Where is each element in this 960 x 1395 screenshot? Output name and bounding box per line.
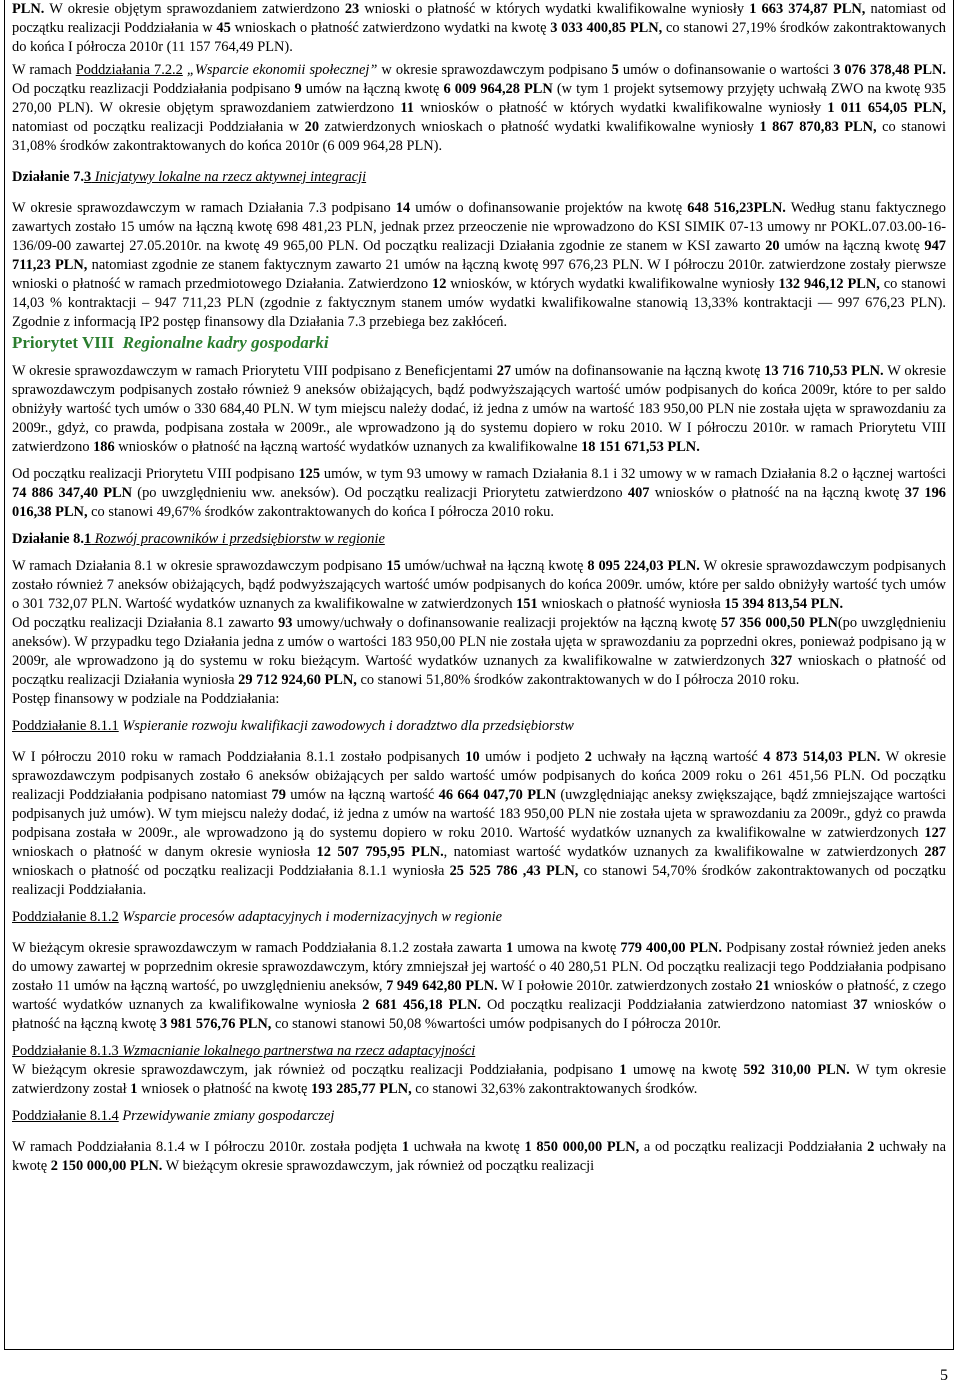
text: wnioskach o płatność zatwierdzono wydatki na kwotę	[230, 20, 551, 36]
text: umów na dofinansowanie na łączną kwotę	[511, 363, 765, 379]
heading-poddzialanie-8-1-3	[12, 1042, 946, 1061]
text: natomiast od początku realizacji Poddziałania w	[12, 1, 946, 36]
paragraph-8-1-4	[12, 1138, 946, 1176]
text: umowy/uchwały o dofinansowanie realizacji projektów na łączną kwotę	[292, 615, 721, 631]
heading-label: Poddziałanie 8.1.	[12, 909, 112, 925]
text: w okresie sprawozdawczym podpisano	[377, 62, 612, 78]
text: W I półroczu 2010 roku w ramach Poddziałania 8.1.1 zostało podpisanych	[12, 749, 466, 765]
value: 29 712 924,60 PLN,	[238, 672, 357, 688]
value: 9	[294, 81, 302, 97]
value: 947 711,23 PLN,	[12, 238, 946, 273]
value: 8 095 224,03 PLN.	[587, 558, 700, 574]
value: 327	[770, 653, 793, 669]
value: 407	[627, 485, 650, 501]
text: umowa na kwotę	[513, 940, 621, 956]
text: natomiast od początku realizacji Poddziałania w	[12, 119, 305, 135]
text: a od początku realizacji Poddziałania	[639, 1139, 868, 1155]
text: wniosków o płatność na łączną kwotę	[12, 997, 946, 1032]
value: 5	[611, 62, 619, 78]
value: 3 033 400,85 PLN,	[550, 20, 663, 36]
value: 779 400,00 PLN.	[620, 940, 723, 956]
heading-label: Poddziałanie 8.1.	[12, 718, 112, 734]
text: (po uwzględnieniu aneksów). W przypadku tego Działania jedna z umów o wartości 183 950,00 PLN nie została ujęta w sprawozdaniu za poprzedni okres, ponieważ podpisano ją w 2009r, ale wprowadzono ją do systemu w roku bieżącym. Wartość wydatków uznanych za kwalifikowalne w zatwierdzonych	[12, 615, 946, 669]
value: 93	[278, 615, 293, 631]
text: wnioskach o płatność wyniosła	[537, 596, 725, 612]
value: 21	[755, 978, 770, 994]
value: 14	[395, 200, 411, 216]
value: 12 507 795,95 PLN.	[316, 844, 444, 860]
text: umów/uchwał na łączną kwotę	[400, 558, 588, 574]
text: W ramach Poddziałania 8.1.4 w I półroczu 2010r. została podjęta	[12, 1139, 402, 1155]
priority-label: Priorytet VIII	[12, 333, 115, 352]
text: umów na łączną wartość	[285, 787, 439, 803]
value: 2 681 456,18 PLN.	[362, 997, 482, 1013]
paragraph-priorytet-viii-period	[12, 362, 946, 457]
text: Od początku realizacji Poddziałania zatwierdzono natomiast	[481, 997, 854, 1013]
value: 25 525 786 ,43 PLN,	[449, 863, 579, 879]
value: 1 850 000,00 PLN,	[524, 1139, 640, 1155]
text: wniosków o płatność, z czego wartość wydatków uznanych za kwalifikowalne wyniosła	[12, 978, 947, 1013]
heading-number: 4	[111, 1108, 119, 1124]
value: 74 886 347,40 PLN	[12, 485, 133, 501]
text: Według stanu faktycznego zawartych zostało 15 umów na łączną kwotę 698 481,23 PLN, jednak przez przeoczenie nie wprowadzono do KSI SIMIK 07-13 umowy nr POKL.07.03.00-16-136/09-00 zawartej 27.05.2010r. na kwotę 49 965,00 PLN. Od początku realizacji Działania zgodnie ze stanem w KSI zawarto	[12, 200, 946, 254]
poddzialanie-title: „Wsparcie ekonomii społecznej”	[182, 62, 378, 78]
value: 2 150 000,00 PLN.	[50, 1158, 163, 1174]
text: W bieżącym okresie sprawozdawczym w ramach Poddziałania 8.1.2 została zawarta	[12, 940, 506, 956]
text: co stanowi 27,19% środków zakontraktowanych do końca I półrocza 2010r (11 157 764,49 PLN).	[12, 20, 946, 55]
heading-number: 3	[83, 169, 92, 185]
text: umów na łączną kwotę	[779, 238, 925, 254]
text: (po uwzględnieniu ww. aneksów). Od początku realizacji Priorytetu zatwierdzono	[132, 485, 628, 501]
heading-label: Poddziałanie 8.1.	[12, 1108, 112, 1124]
value: 193 285,77 PLN,	[310, 1081, 412, 1097]
paragraph-7-3	[12, 199, 946, 332]
document-page	[4, 0, 954, 1350]
value: 6 009 964,28 PLN	[443, 81, 553, 97]
value: 37 196 016,38 PLN,	[12, 485, 946, 520]
text: W okresie sprawozdawczym w ramach Działania 7.3 podpisano	[12, 200, 396, 216]
text: W ramach Działania 8.1 w okresie sprawozdawczym podpisano	[12, 558, 387, 574]
text: Od początku realizacji Priorytetu VIII podpisano	[12, 466, 299, 482]
paragraph-7-2-1-summary	[12, 0, 946, 57]
paragraph-7-2-2	[12, 61, 946, 156]
heading-number: 1	[83, 531, 92, 547]
heading-label: Działanie 8.	[12, 531, 84, 547]
text: umów o dofinansowanie o wartości	[618, 62, 834, 78]
heading-priorytet-viii	[12, 332, 946, 354]
text: co stanowi 54,70% środków zakontraktowanych od początku realizacji Poddziałania.	[12, 863, 947, 898]
text: W tym okresie zatwierdzony został	[12, 1062, 946, 1097]
text: uchwały na łączną wartość	[591, 749, 764, 765]
value: 7 949 642,80 PLN.	[386, 978, 498, 994]
value: 1	[619, 1062, 627, 1078]
value: 46 664 047,70 PLN	[438, 787, 556, 803]
value: 1	[401, 1139, 410, 1155]
value: 20	[765, 238, 780, 254]
text: uchwały na kwotę	[12, 1139, 946, 1174]
text: umów, w tym 93 umowy w ramach Działania 8.1 i 32 umowy w w ramach Działania 8.2 o łącznej wartości	[320, 466, 946, 482]
text: Od początku reazlizacji Poddziałania podpisano	[12, 81, 295, 97]
text: wniosków o płatność na łączną wartość wydatków uznanych za kwalifikowalne	[114, 439, 582, 455]
heading-poddzialanie-8-1-2	[12, 908, 946, 927]
text: Postęp finansowy w podziale na Poddziałania:	[12, 691, 280, 707]
value: 15	[386, 558, 401, 574]
text: wniosek o płatność na kwotę	[137, 1081, 311, 1097]
value: 125	[298, 466, 321, 482]
value: 37	[853, 997, 868, 1013]
text: wnioskach o płatność od początku realizacji Działania wyniosła	[12, 653, 946, 688]
text: wnioski o płatność w których wydatki kwalifikowalne wyniosły	[359, 1, 750, 17]
value: 3 076 378,48 PLN.	[833, 62, 946, 78]
text: W bieżącym okresie sprawozdawczym, jak również od początku realizacji	[162, 1158, 595, 1174]
heading-label: Działanie 7.	[12, 169, 84, 185]
paragraph-8-1-period	[12, 557, 946, 614]
text: natomiast zgodnie ze stanem faktycznym zawarto 21 umów na łączną kwotę 997 676,23 PLN. W I półroczu 2010r. zatwierdzone zostały pierwsze wnioski o płatność w ramach przedmiotowego Działania. Zatwierdzono	[12, 257, 946, 292]
page-number: 5	[940, 1367, 948, 1384]
text: PLN.	[12, 1, 45, 17]
text: wniosków o płatność w których wydatki kwalifikowalne wyniosły	[413, 100, 828, 116]
value: 2	[584, 749, 592, 765]
text: W okresie sprawozdawczym podpisanych zostało również 9 aneksów obiżających, bądź podwyższających wartość umów podpisanych do końca 2009r, które to per saldo obniżyły wartość tych umów o 330 684,40 PLN. W tym miejscu należy dodać, iż jedna z umów na wartość 183 950,00 PLN nie została ujęta w sprawozdaniu za 2009r., gdyż, co prawda, podpisana została w 2009r., ale wprowadzono ją do systemu dopiero w roku 2010. W I półroczu 2010r. w ramach Priorytetu VIII zatwierdzono	[12, 363, 946, 455]
heading-dzialanie-7-3	[12, 168, 946, 187]
text: Podpisany został również jeden aneks do umowy zawartej w poprzednim okresie sprawozdawczym, który zmniejszał jej wartość o 40 280,51 PLN. Od początku realizacji tego Poddziałania podpisano zostało 11 umów na łączną wartość, po uwzględnieniu aneksów,	[12, 940, 946, 994]
text: W bieżącym okresie sprawozdawczym, jak również od początku realizacji Poddziałania, podpisano	[12, 1062, 620, 1078]
text: W I połowie 2010r. zatwierdzonych zostało	[497, 978, 756, 994]
text: W ramach	[12, 62, 76, 78]
value: 132 946,12 PLN,	[778, 276, 880, 292]
value: 648 516,23PLN.	[687, 200, 786, 216]
text: (w tym 1 projekt sytsemowy przyjęty uchwałą ZWO na kwotę 935 270,00 PLN). W okresie objętym sprawozdaniem zatwierdzono	[12, 81, 946, 116]
text: W okresie objętym sprawozdaniem zatwierdzono	[44, 1, 345, 17]
heading-title: Wspieranie rozwoju kwalifikacji zawodowych i doradztwo dla przedsiębiorstw	[118, 718, 574, 734]
text: co stanowi 14,03 % kontraktacji – 947 711,23 PLN (zgodnie z faktycznym stanem umów wydatki kwalifikowalne stanowią 13,33% kontraktacji — 997 676,23 PLN). Zgodnie z informacją IP2 postęp finansowy dla Działania 7.3 przebiega bez zakłóceń.	[12, 276, 946, 330]
text: co stanowi stanowi 50,08 %wartości umów podpisanych do I półrocza 2010r.	[271, 1016, 721, 1032]
value: 1 867 870,83 PLN,	[759, 119, 877, 135]
value: 18 151 671,53 PLN.	[581, 439, 700, 455]
text: W okresie sprawozdawczym podpisanych zostało 6 aneksów obiżających per saldo wartość umów podpisanych do końca 2009 roku o 261 451,56 PLN. Od początku realizacji Poddziałania podpisano natomiast	[12, 749, 946, 803]
paragraph-8-1-total	[12, 614, 946, 709]
heading-number: 3	[111, 1043, 119, 1059]
value: 45	[216, 20, 231, 36]
value: 27	[496, 363, 512, 379]
text: co stanowi 49,67% środków zakontraktowanych do końca I półrocza 2010 roku.	[87, 504, 554, 520]
text: wniosków, w których wydatki kwalifikowalne wyniosły	[446, 276, 779, 292]
heading-dzialanie-8-1	[12, 530, 946, 549]
value: 592 310,00 PLN.	[743, 1062, 850, 1078]
text: umów i podjeto	[479, 749, 585, 765]
value: 23	[344, 1, 360, 17]
text: , natomiast wartość wydatków uznanych za kwalifikowalne w zatwierdzonych	[443, 844, 925, 860]
value: 127	[924, 825, 946, 841]
text: co stanowi 31,08% środków zakontraktowanych do końca 2010r (6 009 964,28 PLN).	[12, 119, 946, 154]
text: co stanowi 51,80% środków zakontraktowanych w do I półrocza 2010 roku.	[356, 672, 800, 688]
value: 2	[867, 1139, 875, 1155]
text: wnioskach o płatność od początku realizacji Poddziałania 8.1.1 wyniosła	[12, 863, 450, 879]
value: 151	[516, 596, 538, 612]
priority-title: Regionalne kadry gospodarki	[122, 333, 329, 352]
text: W okresie sprawozdawczym w ramach Priorytetu VIII podpisano z Beneficjentami	[12, 363, 497, 379]
heading-title: Wsparcie procesów adaptacyjnych i modernizacyjnych w regionie	[118, 909, 502, 925]
value: 1 011 654,05 PLN,	[827, 100, 947, 116]
value: 79	[271, 787, 286, 803]
heading-title: Inicjatywy lokalne na rzecz aktywnej integracji	[91, 169, 367, 185]
heading-title: Wzmacnianie lokalnego partnerstwa na rzecz adaptacyjności	[118, 1043, 476, 1059]
value: 11	[400, 100, 414, 116]
heading-label: Poddziałanie 8.1.	[12, 1043, 112, 1059]
text: W okresie sprawozdawczym podpisanych zostało również 7 aneksów obiżających, bądź podwyższających wartość umów podpisanych do końca 2009r. umów, które per saldo obniżyły wartość tych umów o 301 732,07 PLN. Wartość wydatków uznanych za kwalifikowalne w zatwierdzonych	[12, 558, 947, 612]
text: umowę na kwotę	[626, 1062, 744, 1078]
text: uchwała na kwotę	[409, 1139, 525, 1155]
heading-poddzialanie-8-1-1	[12, 717, 946, 736]
heading-number: 2	[111, 909, 119, 925]
value: 15 394 813,54 PLN.	[724, 596, 844, 612]
value: 186	[93, 439, 115, 455]
value: 10	[465, 749, 480, 765]
value: 1	[505, 940, 514, 956]
link-poddzialanie-7-2-2[interactable]: Poddziałania 7.2.2	[75, 62, 183, 78]
text: wniosków o płatność na na łączną kwotę	[649, 485, 905, 501]
value: 1	[130, 1081, 138, 1097]
value: 1 663 374,87 PLN,	[749, 1, 866, 17]
value: 13 716 710,53 PLN.	[764, 363, 884, 379]
paragraph-8-1-2	[12, 939, 946, 1034]
text: umów o dofinansowanie projektów na kwotę	[410, 200, 688, 216]
heading-title: Przewidywanie zmiany gospodarczej	[118, 1108, 335, 1124]
paragraph-priorytet-viii-total	[12, 465, 946, 522]
paragraph-8-1-3	[12, 1061, 946, 1099]
value: 4 873 514,03 PLN.	[763, 749, 881, 765]
value: 12	[432, 276, 447, 292]
text: (uwzględniając aneksy zwiększające, bądź zmniejszające wartości podpisanych już umów). W tym miejscu należy dodać, iż jedna z umów na wartość 183 950,00 PLN nie została ujeta w sprawozdaniu za 2009r., gdyż co prawda podpisana została w 2009r., ale wprowadzono ją do systemu dopiero w roku 2010. Wartość wydatków uznanych za kwalifikowalne w zatwierdzonych	[12, 787, 946, 841]
value: 287	[924, 844, 946, 860]
heading-title: Rozwój pracowników i przedsiębiorstw w regionie	[91, 531, 385, 547]
text: umów na łączną kwotę	[301, 81, 444, 97]
heading-number: 1	[111, 718, 119, 734]
text: zatwierdzonych wnioskach o płatność wydatki kwalifikowalne wyniosły	[319, 119, 760, 135]
value: 20	[304, 119, 320, 135]
heading-poddzialanie-8-1-4	[12, 1107, 946, 1126]
paragraph-8-1-1	[12, 748, 946, 900]
text: co stanowi 32,63% zakontraktowanych środków.	[411, 1081, 698, 1097]
value: 3 981 576,76 PLN,	[159, 1016, 272, 1032]
value: 57 356 000,50 PLN	[720, 615, 838, 631]
text: wnioskach o płatność w danym okresie wyniosła	[12, 844, 317, 860]
text: Od początku realizacji Działania 8.1 zawarto	[12, 615, 279, 631]
